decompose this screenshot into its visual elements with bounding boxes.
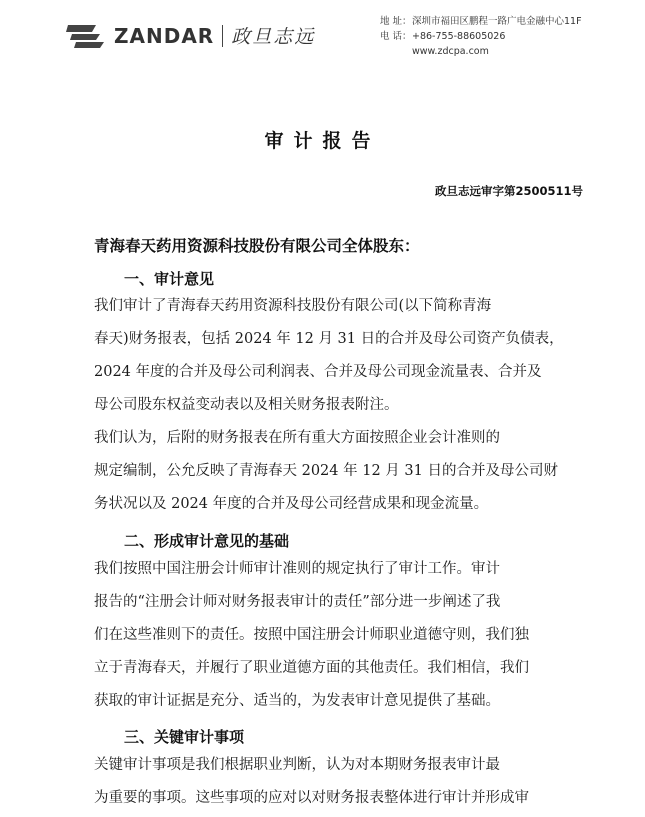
logo-text: ZANDAR xyxy=(114,23,215,48)
text-line: 们在这些准则下的责任。按照中国注册会计师职业道德守则，我们独 xyxy=(94,627,529,643)
text-line: 规定编制，公允反映了青海春天 2024 年 12 月 31 日的合并及母公司财 xyxy=(94,463,558,479)
address-row xyxy=(380,14,582,29)
section-heading: 一、审计意见 xyxy=(124,270,215,288)
reference-number: 政旦志远审字第2500511号 xyxy=(434,184,583,198)
section-heading: 二、形成审计意见的基础 xyxy=(124,532,290,550)
letterhead xyxy=(0,0,645,70)
zandar-logo-icon xyxy=(66,23,106,49)
paragraph xyxy=(94,422,614,521)
contact-info xyxy=(380,14,582,59)
logo-divider xyxy=(222,25,223,47)
address-label: 地 址： xyxy=(380,16,412,27)
website-row xyxy=(380,44,582,59)
logo xyxy=(66,22,315,49)
logo-chinese-name: 政旦志远 xyxy=(231,26,316,48)
section-heading: 三、关键审计事项 xyxy=(124,728,245,746)
website-link[interactable]: www.zdcpa.com xyxy=(412,46,489,57)
paragraph xyxy=(94,553,614,718)
page-title: 审计报告 xyxy=(264,130,381,152)
text-line: 获取的审计证据是充分、适当的，为发表审计意见提供了基础。 xyxy=(94,693,500,709)
text-line: 母公司股东权益变动表以及相关财务报表附注。 xyxy=(94,397,399,413)
text-line: 2024 年度的合并及母公司利润表、合并及母公司现金流量表、合并及 xyxy=(94,364,542,380)
text-line: 我们按照中国注册会计师审计准则的规定执行了审计工作。审计 xyxy=(94,561,500,577)
text-line: 为重要的事项。这些事项的应对以对财务报表整体进行审计并形成审 xyxy=(94,790,529,806)
text-line: 关键审计事项是我们根据职业判断，认为对本期财务报表审计最 xyxy=(94,757,500,773)
paragraph xyxy=(94,749,614,815)
text-line: 务状况以及 2024 年度的合并及母公司经营成果和现金流量。 xyxy=(94,496,489,512)
address-value: 深圳市福田区鹏程一路广电金融中心11F xyxy=(412,16,582,27)
paragraph xyxy=(94,290,614,422)
text-line: 报告的“注册会计师对财务报表审计的责任”部分进一步阐述了我 xyxy=(94,594,501,610)
phone-label: 电 话： xyxy=(380,31,412,42)
text-line: 春天)财务报表，包括 2024 年 12 月 31 日的合并及母公司资产负债表， xyxy=(94,331,564,347)
phone-row xyxy=(380,29,582,44)
text-line: 立于青海春天，并履行了职业道德方面的其他责任。我们相信，我们 xyxy=(94,660,529,676)
addressee: 青海春天药用资源科技股份有限公司全体股东： xyxy=(94,237,420,255)
text-line: 我们审计了青海春天药用资源科技股份有限公司(以下简称青海 xyxy=(94,298,492,314)
phone-value: +86-755-88605026 xyxy=(412,31,506,42)
text-line: 我们认为，后附的财务报表在所有重大方面按照企业会计准则的 xyxy=(94,430,500,446)
